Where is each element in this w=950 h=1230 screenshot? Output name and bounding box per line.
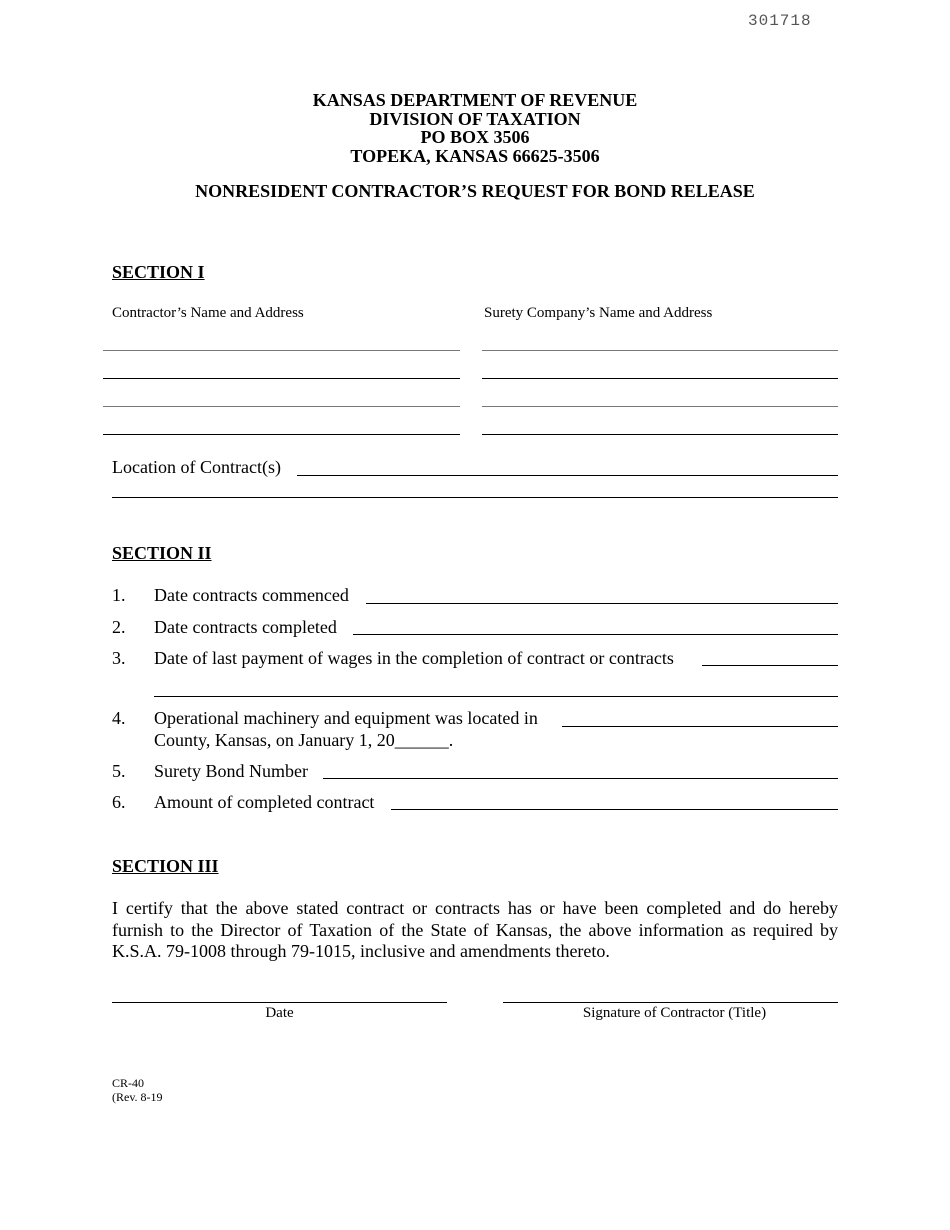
machinery-county-line[interactable] [562, 726, 838, 727]
form-footer [112, 1076, 163, 1104]
form-number-stamp: 301718 [748, 12, 812, 30]
surety-address-line-1[interactable] [482, 350, 838, 351]
surety-name-address-label: Surety Company’s Name and Address [484, 305, 713, 321]
agency-line-3: PO BOX 3506 [420, 127, 530, 147]
last-wage-payment-line-2[interactable] [154, 696, 838, 697]
contractor-address-line-2[interactable] [103, 378, 460, 379]
contractor-signature-line[interactable] [503, 1002, 838, 1003]
form-revision: (Rev. 8-19 [112, 1090, 163, 1104]
location-of-contracts-label: Location of Contract(s) [112, 457, 281, 477]
agency-line-4: TOPEKA, KANSAS 66625-3506 [350, 145, 600, 166]
machinery-county-date-text: County, Kansas, on January 1, 20______. [154, 730, 454, 750]
certification-statement: I certify that the above stated contract or contracts has or have been completed and do hereby furnish to the Director of Taxation of the State of Kansas, the above information as required by K.S.A. 79-1008 through 79-1015, inclusive and amendments thereto. [112, 898, 838, 961]
location-of-contracts-line-2[interactable] [112, 497, 838, 498]
agency-line-1: KANSAS DEPARTMENT OF REVENUE [312, 90, 638, 110]
item-5-number: 5. [112, 761, 126, 781]
contractor-name-address-label: Contractor’s Name and Address [112, 305, 304, 321]
item-2-number: 2. [112, 617, 126, 637]
date-completed-label: Date contracts completed [154, 617, 337, 637]
section-2-heading: SECTION II [112, 543, 212, 563]
contractor-address-line-3[interactable] [103, 406, 460, 407]
item-3-number: 3. [112, 648, 126, 668]
surety-address-line-3[interactable] [482, 406, 838, 407]
item-1-number: 1. [112, 585, 126, 605]
form-code: CR-40 [112, 1076, 145, 1090]
signature-caption: Signature of Contractor (Title) [582, 1005, 767, 1021]
date-caption: Date [265, 1005, 294, 1021]
date-commenced-line[interactable] [366, 603, 838, 604]
date-completed-line[interactable] [353, 634, 838, 635]
form-title: NONRESIDENT CONTRACTOR’S REQUEST FOR BOND RELEASE [195, 181, 755, 201]
surety-address-line-4[interactable] [482, 434, 838, 435]
contractor-address-line-4[interactable] [103, 434, 460, 435]
agency-header [0, 91, 950, 165]
location-of-contracts-line-1[interactable] [297, 475, 838, 476]
item-6-number: 6. [112, 792, 126, 812]
item-4-number: 4. [112, 708, 126, 728]
surety-bond-number-line[interactable] [323, 778, 838, 779]
date-commenced-label: Date contracts commenced [154, 585, 349, 605]
surety-address-line-2[interactable] [482, 378, 838, 379]
contract-amount-line[interactable] [391, 809, 838, 810]
last-wage-payment-line-1[interactable] [702, 665, 838, 666]
date-signature-line[interactable] [112, 1002, 447, 1003]
contract-amount-label: Amount of completed contract [154, 792, 375, 812]
section-1-heading: SECTION I [112, 262, 205, 282]
agency-line-2: DIVISION OF TAXATION [369, 108, 581, 129]
contractor-address-line-1[interactable] [103, 350, 460, 351]
machinery-location-label: Operational machinery and equipment was located in [154, 708, 538, 728]
surety-bond-number-label: Surety Bond Number [154, 761, 308, 781]
last-wage-payment-label: Date of last payment of wages in the completion of contract or contracts [154, 648, 674, 668]
section-3-heading: SECTION III [112, 856, 219, 876]
